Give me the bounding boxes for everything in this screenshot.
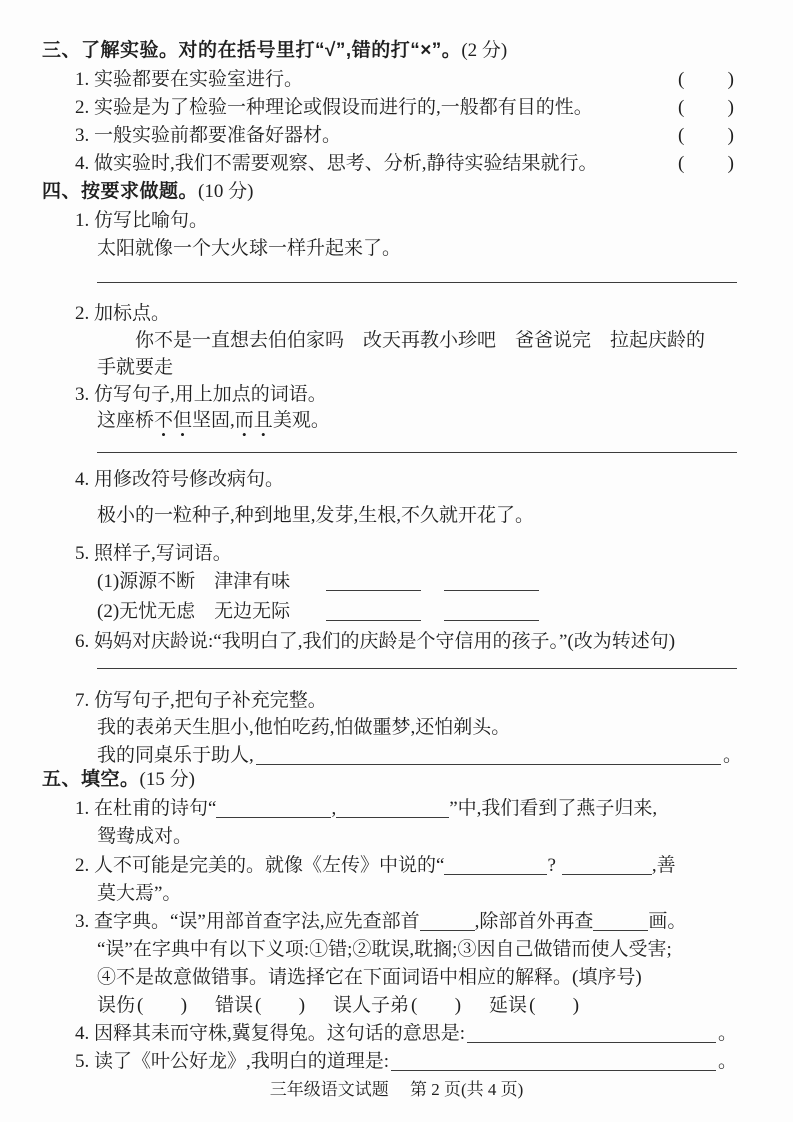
- q4-2-sentence-line2: 手就要走: [97, 357, 174, 378]
- answer-line: [97, 426, 737, 453]
- answer-blank: [467, 1042, 716, 1043]
- q5-2-post: ,善: [651, 855, 676, 876]
- section5-score: (15 分): [139, 769, 195, 790]
- word-4: 延误: [489, 995, 528, 1016]
- answer-blank: [256, 764, 721, 765]
- tf-item-2: [75, 94, 753, 122]
- q4-5-row2: [97, 598, 539, 626]
- answer-blank: [593, 912, 648, 931]
- paren-open: (: [678, 97, 685, 118]
- q4-5-row2-examples: (2)无忧无虑 无边无际: [97, 601, 291, 622]
- q5-1-line2: 鸳鸯成对。: [97, 826, 193, 847]
- q4-4-label: 4. 用修改符号修改病句。: [75, 469, 285, 490]
- tf-item-1-text: 1. 实验都要在实验室进行。: [75, 69, 304, 90]
- q5-2-line2: 莫大焉”。: [97, 883, 182, 904]
- paren-close: ): [298, 995, 306, 1016]
- q5-4: [75, 1020, 737, 1048]
- q4-1-label: 1. 仿写比喻句。: [75, 210, 209, 231]
- q4-6-label: 6. 妈妈对庆龄说:“我明白了,我们的庆龄是个守信用的孩子。”(改为转述句): [75, 631, 676, 652]
- q4-3-emphasized-word-2: 而且: [234, 410, 273, 431]
- q5-1-post: ”中,我们看到了燕子归来,: [449, 798, 658, 819]
- q4-7-label: 7. 仿写句子,把句子补充完整。: [75, 690, 327, 711]
- q5-2-question-mark: ?: [547, 855, 556, 876]
- section4-title: 四、按要求做题。: [42, 181, 199, 202]
- q5-3-mid: ,除部首外再查: [474, 911, 594, 932]
- q5-3-line2: “误”在字典中有以下义项:①错;②耽误,耽搁;③因自己做错而使人受害;: [97, 939, 672, 960]
- q4-4-sentence: 极小的一粒种子,种到地里,发芽,生根,不久就开花了。: [97, 505, 535, 526]
- q4-1-example: 太阳就像一个大火球一样升起来了。: [97, 238, 402, 259]
- answer-blank: [326, 602, 421, 621]
- word-1: 误伤: [97, 995, 136, 1016]
- paren-open: (: [255, 995, 262, 1016]
- q4-5-row1: [97, 568, 539, 596]
- answer-blank: [444, 572, 539, 591]
- answer-brackets: [678, 122, 734, 150]
- q5-1-pre: 1. 在杜甫的诗句“: [75, 798, 217, 819]
- q5-1-line1: [75, 795, 657, 823]
- tf-item-4: [75, 150, 753, 178]
- answer-brackets: [678, 94, 734, 122]
- answer-brackets: [678, 150, 734, 178]
- paren-open: (: [678, 125, 685, 146]
- tf-item-3: [75, 122, 753, 150]
- paren-close: ): [727, 153, 734, 174]
- page-footer: 三年级语文试题 第 2 页(共 4 页): [269, 1080, 524, 1099]
- answer-blank: [420, 912, 475, 931]
- q5-5-stem: 5. 读了《叶公好龙》,我明白的道理是:: [75, 1051, 390, 1072]
- paren-close: ): [727, 97, 734, 118]
- answer-brackets: [255, 992, 305, 1020]
- tf-item-2-text: 2. 实验是为了检验一种理论或假设而进行的,一般都有目的性。: [75, 97, 593, 118]
- paren-close: ): [180, 995, 188, 1016]
- answer-blank: [216, 799, 331, 818]
- section3-title: 三、了解实验。对的在括号里打“√”,错的打“×”。: [42, 40, 462, 61]
- section5-heading: [42, 766, 195, 794]
- word-3: 误人子弟: [333, 995, 410, 1016]
- answer-blank: [444, 602, 539, 621]
- paren-close: ): [572, 995, 580, 1016]
- word-2: 错误: [215, 995, 254, 1016]
- section5-title: 五、填空。: [42, 769, 140, 790]
- q5-2-line1: [75, 852, 676, 880]
- paren-open: (: [137, 995, 144, 1016]
- q5-3-pre: 3. 查字典。“误”用部首查字法,应先查部首: [75, 911, 420, 932]
- q5-3-post: 画。: [648, 911, 687, 932]
- tf-item-1: [75, 66, 753, 94]
- q4-3-seg-pre: 这座桥: [97, 410, 155, 431]
- answer-brackets: [529, 992, 579, 1020]
- paren-open: (: [678, 69, 685, 90]
- q4-3-seg-post: 美观。: [272, 410, 330, 431]
- answer-blank: [326, 572, 421, 591]
- q4-3-emphasized-word-1: 不但: [154, 410, 193, 431]
- tf-item-3-text: 3. 一般实验前都要准备好器材。: [75, 125, 342, 146]
- answer-blank: [391, 1070, 716, 1071]
- q5-1-comma: ,: [331, 798, 337, 819]
- paren-open: (: [411, 995, 418, 1016]
- section3-score: (2 分): [461, 40, 508, 61]
- tf-item-4-text: 4. 做实验时,我们不需要观察、思考、分析,静待实验结果就行。: [75, 153, 598, 174]
- q4-2-sentence-line1: 你不是一直想去伯伯家吗 改天再教小珍吧 爸爸说完 拉起庆龄的: [135, 330, 706, 351]
- section4-score: (10 分): [198, 181, 254, 202]
- q4-5-row1-examples: (1)源源不断 津津有味: [97, 571, 291, 592]
- q4-3-seg-mid: 坚固,: [192, 410, 235, 431]
- answer-blank: [444, 856, 547, 875]
- word-group-2: [215, 992, 305, 1020]
- word-group-3: [333, 992, 461, 1020]
- q5-4-period: 。: [717, 1023, 737, 1044]
- answer-brackets: [411, 992, 461, 1020]
- answer-brackets: [137, 992, 187, 1020]
- q4-7-period: 。: [722, 745, 742, 766]
- paren-open: (: [678, 153, 685, 174]
- q4-2-label: 2. 加标点。: [75, 303, 171, 324]
- word-group-4: [489, 992, 579, 1020]
- q4-5-label: 5. 照样子,写词语。: [75, 543, 232, 564]
- q5-4-stem: 4. 因释其耒而守株,冀复得兔。这句话的意思是:: [75, 1023, 466, 1044]
- q5-3-line3: ④不是故意做错事。请选择它在下面词语中相应的解释。(填序号): [97, 967, 642, 988]
- q4-3-label: 3. 仿写句子,用上加点的词语。: [75, 384, 327, 405]
- q4-7-example: 我的表弟天生胆小,他怕吃药,怕做噩梦,还怕剃头。: [97, 717, 511, 738]
- q5-5-period: 。: [717, 1051, 737, 1072]
- answer-blank: [336, 799, 449, 818]
- paren-close: ): [454, 995, 462, 1016]
- q5-5: [75, 1048, 737, 1076]
- answer-line: [97, 642, 737, 669]
- q5-2-pre: 2. 人不可能是完美的。就像《左传》中说的“: [75, 855, 445, 876]
- answer-blank: [562, 856, 652, 875]
- q4-7-stem: 我的同桌乐于助人,: [97, 745, 254, 766]
- q5-3-word-groups: [97, 992, 579, 1020]
- word-group-1: [97, 992, 187, 1020]
- paren-close: ): [727, 69, 734, 90]
- paren-close: ): [727, 125, 734, 146]
- paren-open: (: [529, 995, 536, 1016]
- answer-line: [97, 256, 737, 283]
- q5-3-line1: [75, 908, 686, 936]
- section3-heading: [42, 37, 507, 65]
- answer-brackets: [678, 66, 734, 94]
- section4-heading: [42, 178, 253, 206]
